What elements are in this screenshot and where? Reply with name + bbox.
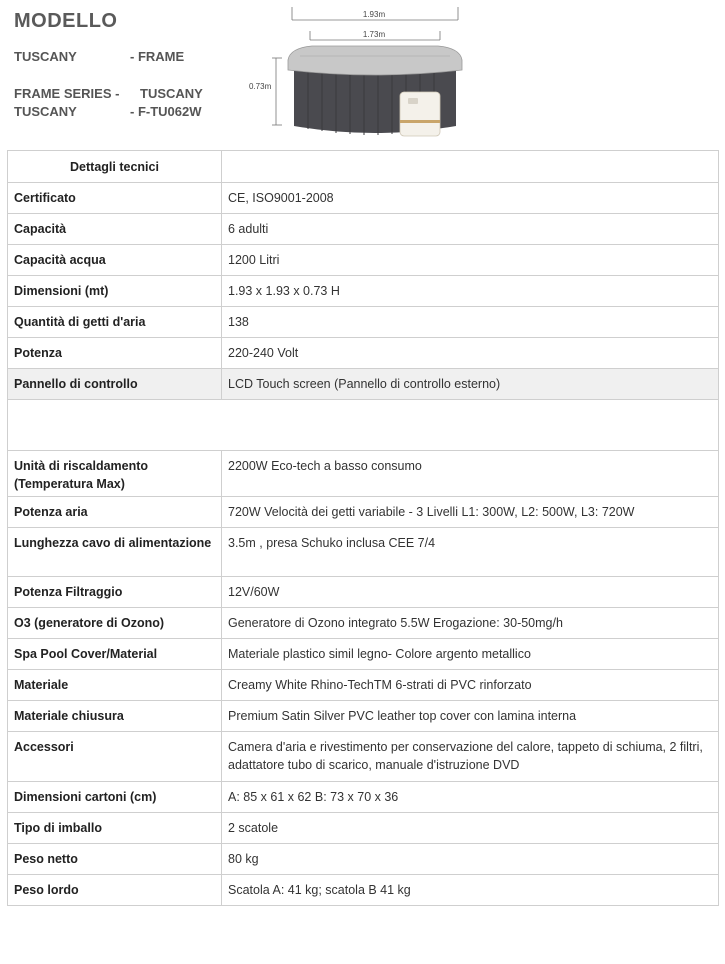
table-row bbox=[8, 307, 719, 338]
spec-label: Tipo di imballo bbox=[8, 813, 222, 844]
table-row bbox=[8, 276, 719, 307]
model-title: MODELLO bbox=[14, 10, 118, 32]
spec-value: 2 scatole bbox=[222, 813, 719, 844]
spec-label: Accessori bbox=[8, 732, 222, 782]
spec-label: Spa Pool Cover/Material bbox=[8, 639, 222, 670]
spec-value: Scatola A: 41 kg; scatola B 41 kg bbox=[222, 875, 719, 906]
spec-value: 12V/60W bbox=[222, 577, 719, 608]
spec-value: 1.93 x 1.93 x 0.73 H bbox=[222, 276, 719, 307]
spec-value: LCD Touch screen (Pannello di controllo esterno) bbox=[222, 369, 719, 400]
table-row bbox=[8, 528, 719, 577]
model-type: - FRAME bbox=[130, 49, 185, 64]
code-label: TUSCANY bbox=[14, 104, 77, 119]
table-header-blank bbox=[222, 151, 719, 183]
outer-width-label: 1.93m bbox=[362, 10, 386, 19]
spec-value: Creamy White Rhino-TechTM 6-strati di PVC rinforzato bbox=[222, 670, 719, 701]
spec-label: Capacità bbox=[8, 214, 222, 245]
spec-label: Lunghezza cavo di alimentazione bbox=[8, 528, 222, 577]
table-row bbox=[8, 214, 719, 245]
table-row bbox=[8, 844, 719, 875]
spec-value: 220-240 Volt bbox=[222, 338, 719, 369]
height-label: 0.73m bbox=[249, 82, 272, 91]
spec-value: 80 kg bbox=[222, 844, 719, 875]
table-row bbox=[8, 369, 719, 400]
table-gap bbox=[7, 400, 719, 450]
spec-value: Camera d'aria e rivestimento per conservazione del calore, tappeto di schiuma, 2 filtri, adattatore tubo di scarico, manuale d'istruzione DVD bbox=[222, 732, 719, 782]
spec-label: Potenza aria bbox=[8, 497, 222, 528]
product-header bbox=[0, 0, 725, 152]
table-row bbox=[8, 639, 719, 670]
series-label: FRAME SERIES - bbox=[14, 86, 120, 101]
spec-value: 720W Velocità dei getti variabile - 3 Livelli L1: 300W, L2: 500W, L3: 720W bbox=[222, 497, 719, 528]
spec-label: O3 (generatore di Ozono) bbox=[8, 608, 222, 639]
spec-value: Materiale plastico simil legno- Colore argento metallico bbox=[222, 639, 719, 670]
spec-label: Potenza bbox=[8, 338, 222, 369]
table-row bbox=[8, 875, 719, 906]
table-row bbox=[8, 813, 719, 844]
spec-value: CE, ISO9001-2008 bbox=[222, 183, 719, 214]
spec-label: Peso netto bbox=[8, 844, 222, 875]
code-value: - F-TU062W bbox=[130, 104, 202, 119]
table-row bbox=[8, 577, 719, 608]
table-row bbox=[8, 608, 719, 639]
table-row bbox=[8, 670, 719, 701]
spec-label: Peso lordo bbox=[8, 875, 222, 906]
table-row bbox=[8, 732, 719, 782]
spec-label: Unità di riscaldamento (Temperatura Max) bbox=[8, 451, 222, 497]
table-row bbox=[8, 451, 719, 497]
spec-value: 3.5m , presa Schuko inclusa CEE 7/4 bbox=[222, 528, 719, 577]
inner-width-label: 1.73m bbox=[362, 30, 386, 39]
table-row bbox=[8, 183, 719, 214]
spec-label: Pannello di controllo bbox=[8, 369, 222, 400]
spec-value: 1200 Litri bbox=[222, 245, 719, 276]
table-header-label: Dettagli tecnici bbox=[8, 151, 222, 183]
spec-value: A: 85 x 61 x 62 B: 73 x 70 x 36 bbox=[222, 782, 719, 813]
spec-label: Potenza Filtraggio bbox=[8, 577, 222, 608]
table-row bbox=[8, 701, 719, 732]
table-row bbox=[8, 338, 719, 369]
spec-value: 138 bbox=[222, 307, 719, 338]
spec-value: 6 adulti bbox=[222, 214, 719, 245]
spec-label: Capacità acqua bbox=[8, 245, 222, 276]
table-row bbox=[8, 782, 719, 813]
spec-label: Dimensioni (mt) bbox=[8, 276, 222, 307]
series-value: TUSCANY bbox=[140, 86, 203, 101]
spec-label: Certificato bbox=[8, 183, 222, 214]
technical-details-table bbox=[7, 150, 719, 906]
spec-label: Materiale chiusura bbox=[8, 701, 222, 732]
table-header-row bbox=[8, 151, 719, 183]
spec-label: Quantità di getti d'aria bbox=[8, 307, 222, 338]
spec-label: Dimensioni cartoni (cm) bbox=[8, 782, 222, 813]
table-row bbox=[8, 245, 719, 276]
spec-value: 2200W Eco-tech a basso consumo bbox=[222, 451, 719, 497]
table-row bbox=[8, 497, 719, 528]
model-name: TUSCANY bbox=[14, 49, 77, 64]
spec-value: Generatore di Ozono integrato 5.5W Erogazione: 30-50mg/h bbox=[222, 608, 719, 639]
spec-value: Premium Satin Silver PVC leather top cover con lamina interna bbox=[222, 701, 719, 732]
spa-dimension-diagram bbox=[248, 0, 468, 150]
spec-label: Materiale bbox=[8, 670, 222, 701]
